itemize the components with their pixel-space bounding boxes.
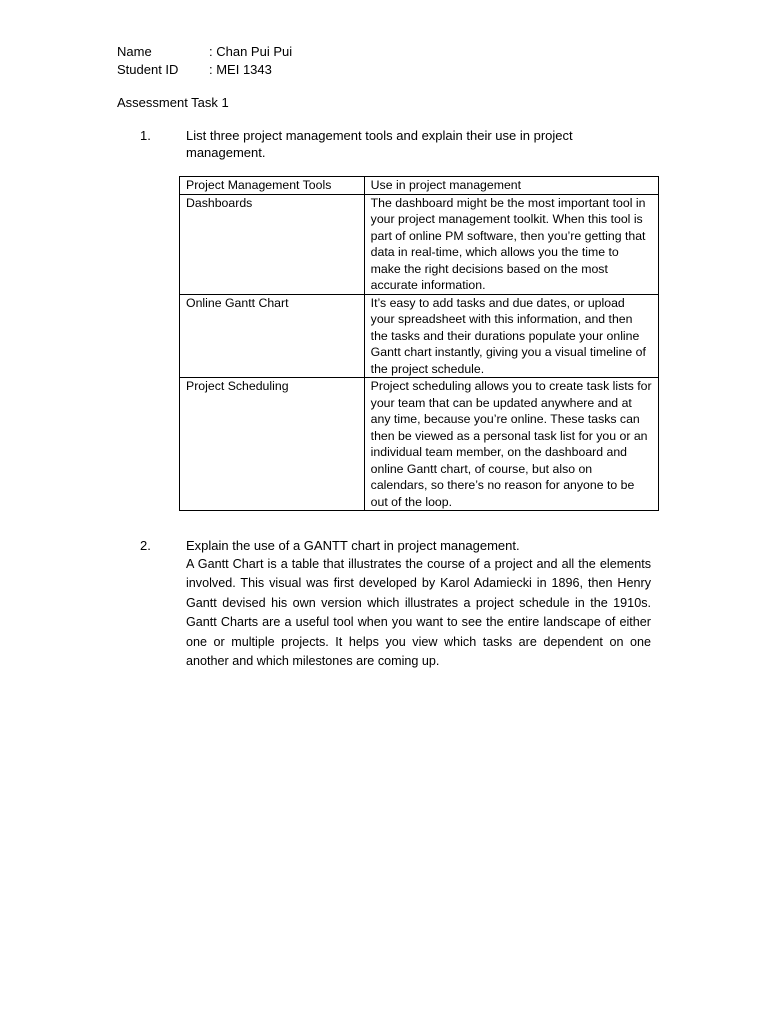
tools-table <box>179 176 659 511</box>
student-name-row <box>117 44 292 60</box>
table-row <box>180 294 659 378</box>
tool-use: Project scheduling allows you to create task lists for your team that can be updated anywhere and at any time, because you’re online. These tasks can then be viewed as a personal task list for you or an individual team member, on the dashboard and online Gantt chart, of course, but also on calendars, so there’s no reason for anyone to be out of the loop. <box>364 378 658 511</box>
name-label: Name <box>117 44 152 59</box>
table-header-row <box>180 177 659 195</box>
name-value: : Chan Pui Pui <box>209 44 293 59</box>
table-header-tools: Project Management Tools <box>180 177 365 195</box>
assessment-title: Assessment Task 1 <box>117 95 229 110</box>
question-2-number: 2. <box>140 538 151 553</box>
tool-use: It’s easy to add tasks and due dates, or upload your spreadsheet with this information, and then the tasks and their durations populate your online Gantt chart instantly, giving you a visual timeline of the project schedule. <box>364 294 658 378</box>
tool-name: Online Gantt Chart <box>180 294 365 378</box>
tool-name: Project Scheduling <box>180 378 365 511</box>
table-header-use: Use in project management <box>364 177 658 195</box>
student-id-row <box>117 62 272 78</box>
question-1-number: 1. <box>140 128 151 143</box>
question-2-answer: A Gantt Chart is a table that illustrates the course of a project and all the elements involved. This visual was first developed by Karol Adamiecki in 1896, then Henry Gantt devised his own version which illustrates a project schedule in the 1910s. Gantt Charts are a useful tool when you want to see the entire landscape of either one or multiple projects. It helps you view which tasks are dependent on one another and which milestones are coming up. <box>186 557 651 669</box>
tool-use: The dashboard might be the most important tool in your project management toolkit. When this tool is part of online PM software, then you’re getting that data in real-time, which allows you the time to make the right decisions based on the most accurate information. <box>364 194 658 294</box>
question-2-text: Explain the use of a GANTT chart in project management. <box>186 538 520 553</box>
student-id-label: Student ID <box>117 62 179 77</box>
table-row <box>180 378 659 511</box>
table-row <box>180 194 659 294</box>
student-id-value: : MEI 1343 <box>209 62 272 77</box>
tool-name: Dashboards <box>180 194 365 294</box>
question-1-text: List three project management tools and explain their use in project management. <box>186 128 573 160</box>
